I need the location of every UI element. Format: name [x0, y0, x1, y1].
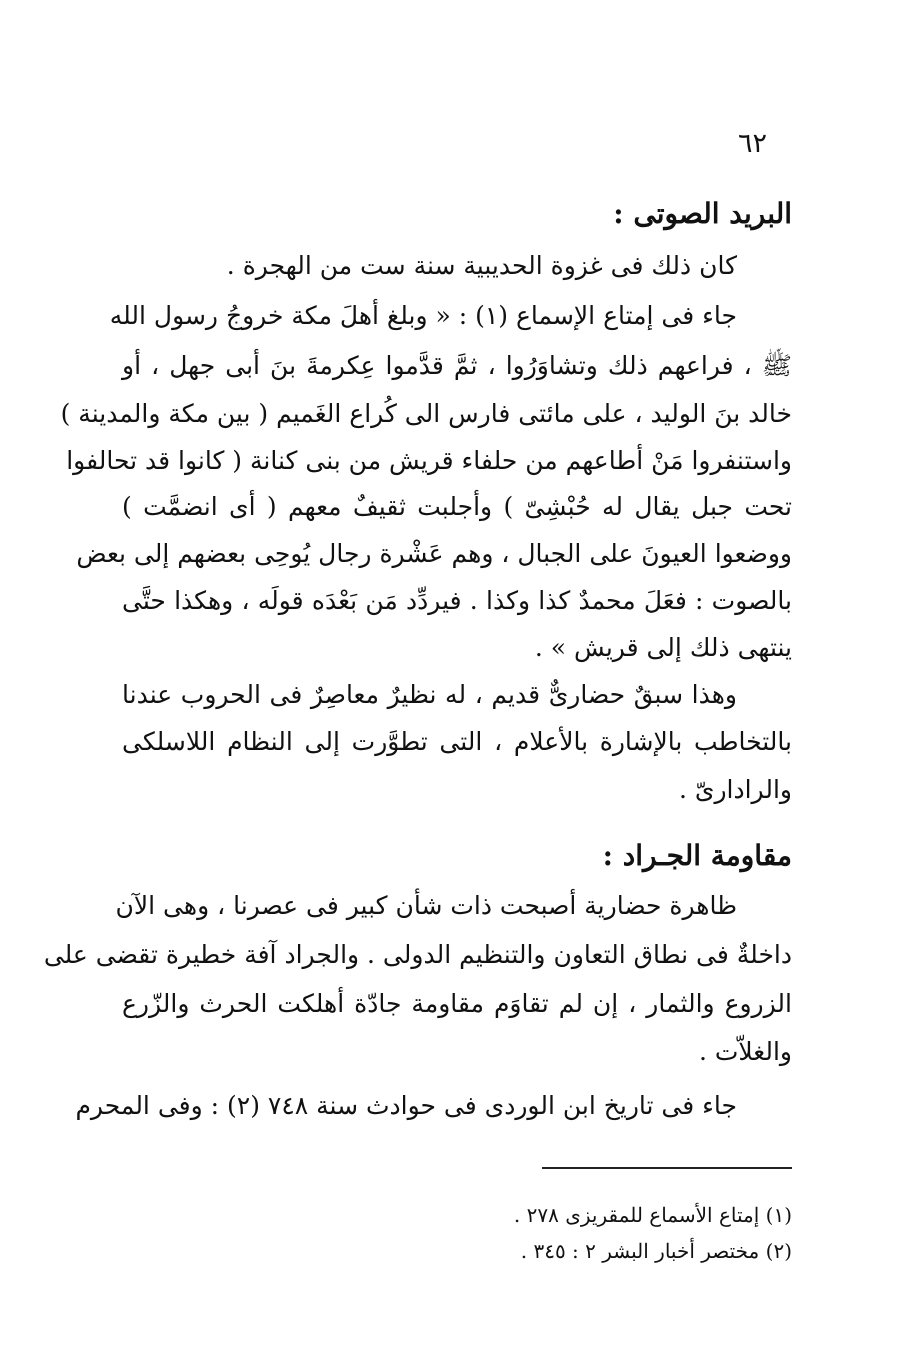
footnote-2: (٢) مختصر أخبار البشر ٢ : ٣٤٥ . — [520, 1239, 792, 1263]
paragraph-line: بالصوت : فعَلَ محمدٌ كذا وكذا . فيردِّد مَن بَعْدَه قولَه ، وهكذا حتَّى — [122, 586, 792, 615]
paragraph-line: كان ذلك فى غزوة الحديبية سنة ست من الهجرة . — [226, 251, 737, 280]
page-number: ٦٢ — [737, 128, 767, 159]
paragraph-line: تحت جبل يقال له حُبْشِىّ ) وأجلبت ثقيفٌ معهم ( أى انضمَّت ) — [122, 492, 792, 521]
paragraph-line: ينتهى ذلك إلى قريش » . — [534, 633, 792, 662]
paragraph-line: والغلاّت . — [698, 1037, 792, 1066]
section-heading-voice-mail: البريد الصوتى : — [613, 197, 792, 230]
paragraph-line: ظاهرة حضارية أصبحت ذات شأن كبير فى عصرنا ، وهى الآن — [115, 891, 737, 920]
footnote-separator — [542, 1167, 792, 1169]
paragraph-line: وهذا سبقٌ حضارىٌّ قديم ، له نظيرٌ معاصِرٌ فى الحروب عندنا — [122, 680, 737, 709]
paragraph-line: والرادارىّ . — [679, 775, 792, 804]
footnote-1: (١) إمتاع الأسماع للمقريزى ٢٧٨ . — [513, 1203, 792, 1227]
paragraph-line: جاء فى تاريخ ابن الوردى فى حوادث سنة ٧٤٨ (٢) : وفى المحرم — [75, 1091, 737, 1120]
paragraph-line: ووضعوا العيونَ على الجبال ، وهم عَشْرة رجال يُوحِى بعضهم إلى بعض — [76, 539, 792, 568]
paragraph-line: واستنفروا مَنْ أطاعهم من حلفاء قريش من بنى كنانة ( كانوا قد تحالفوا — [66, 446, 792, 475]
paragraph-line: بالتخاطب بالإشارة بالأعلام ، التى تطوَّرت إلى النظام اللاسلكى — [122, 727, 792, 756]
paragraph-line: جاء فى إمتاع الإسماع (١) : « وبلغ أهلَ مكة خروجُ رسول الله — [109, 301, 737, 330]
paragraph-line: خالد بنَ الوليد ، على مائتى فارس الى كُراع الغَميم ( بين مكة والمدينة ) — [60, 399, 792, 428]
section-heading-locust-control: مقاومة الجـراد : — [602, 839, 792, 872]
paragraph-line: الزروع والثمار ، إن لم تقاوَم مقاومة جادّة أهلكت الحرث والزّرع — [122, 989, 792, 1018]
paragraph-line: ﷺ ، فراعهم ذلك وتشاوَرُوا ، ثمَّ قدَّموا عِكرمةَ بنَ أبى جهل ، أو — [122, 351, 792, 380]
paragraph-line: داخلةٌ فى نطاق التعاون والتنظيم الدولى . والجراد آفة خطيرة تقضى على — [43, 940, 792, 969]
